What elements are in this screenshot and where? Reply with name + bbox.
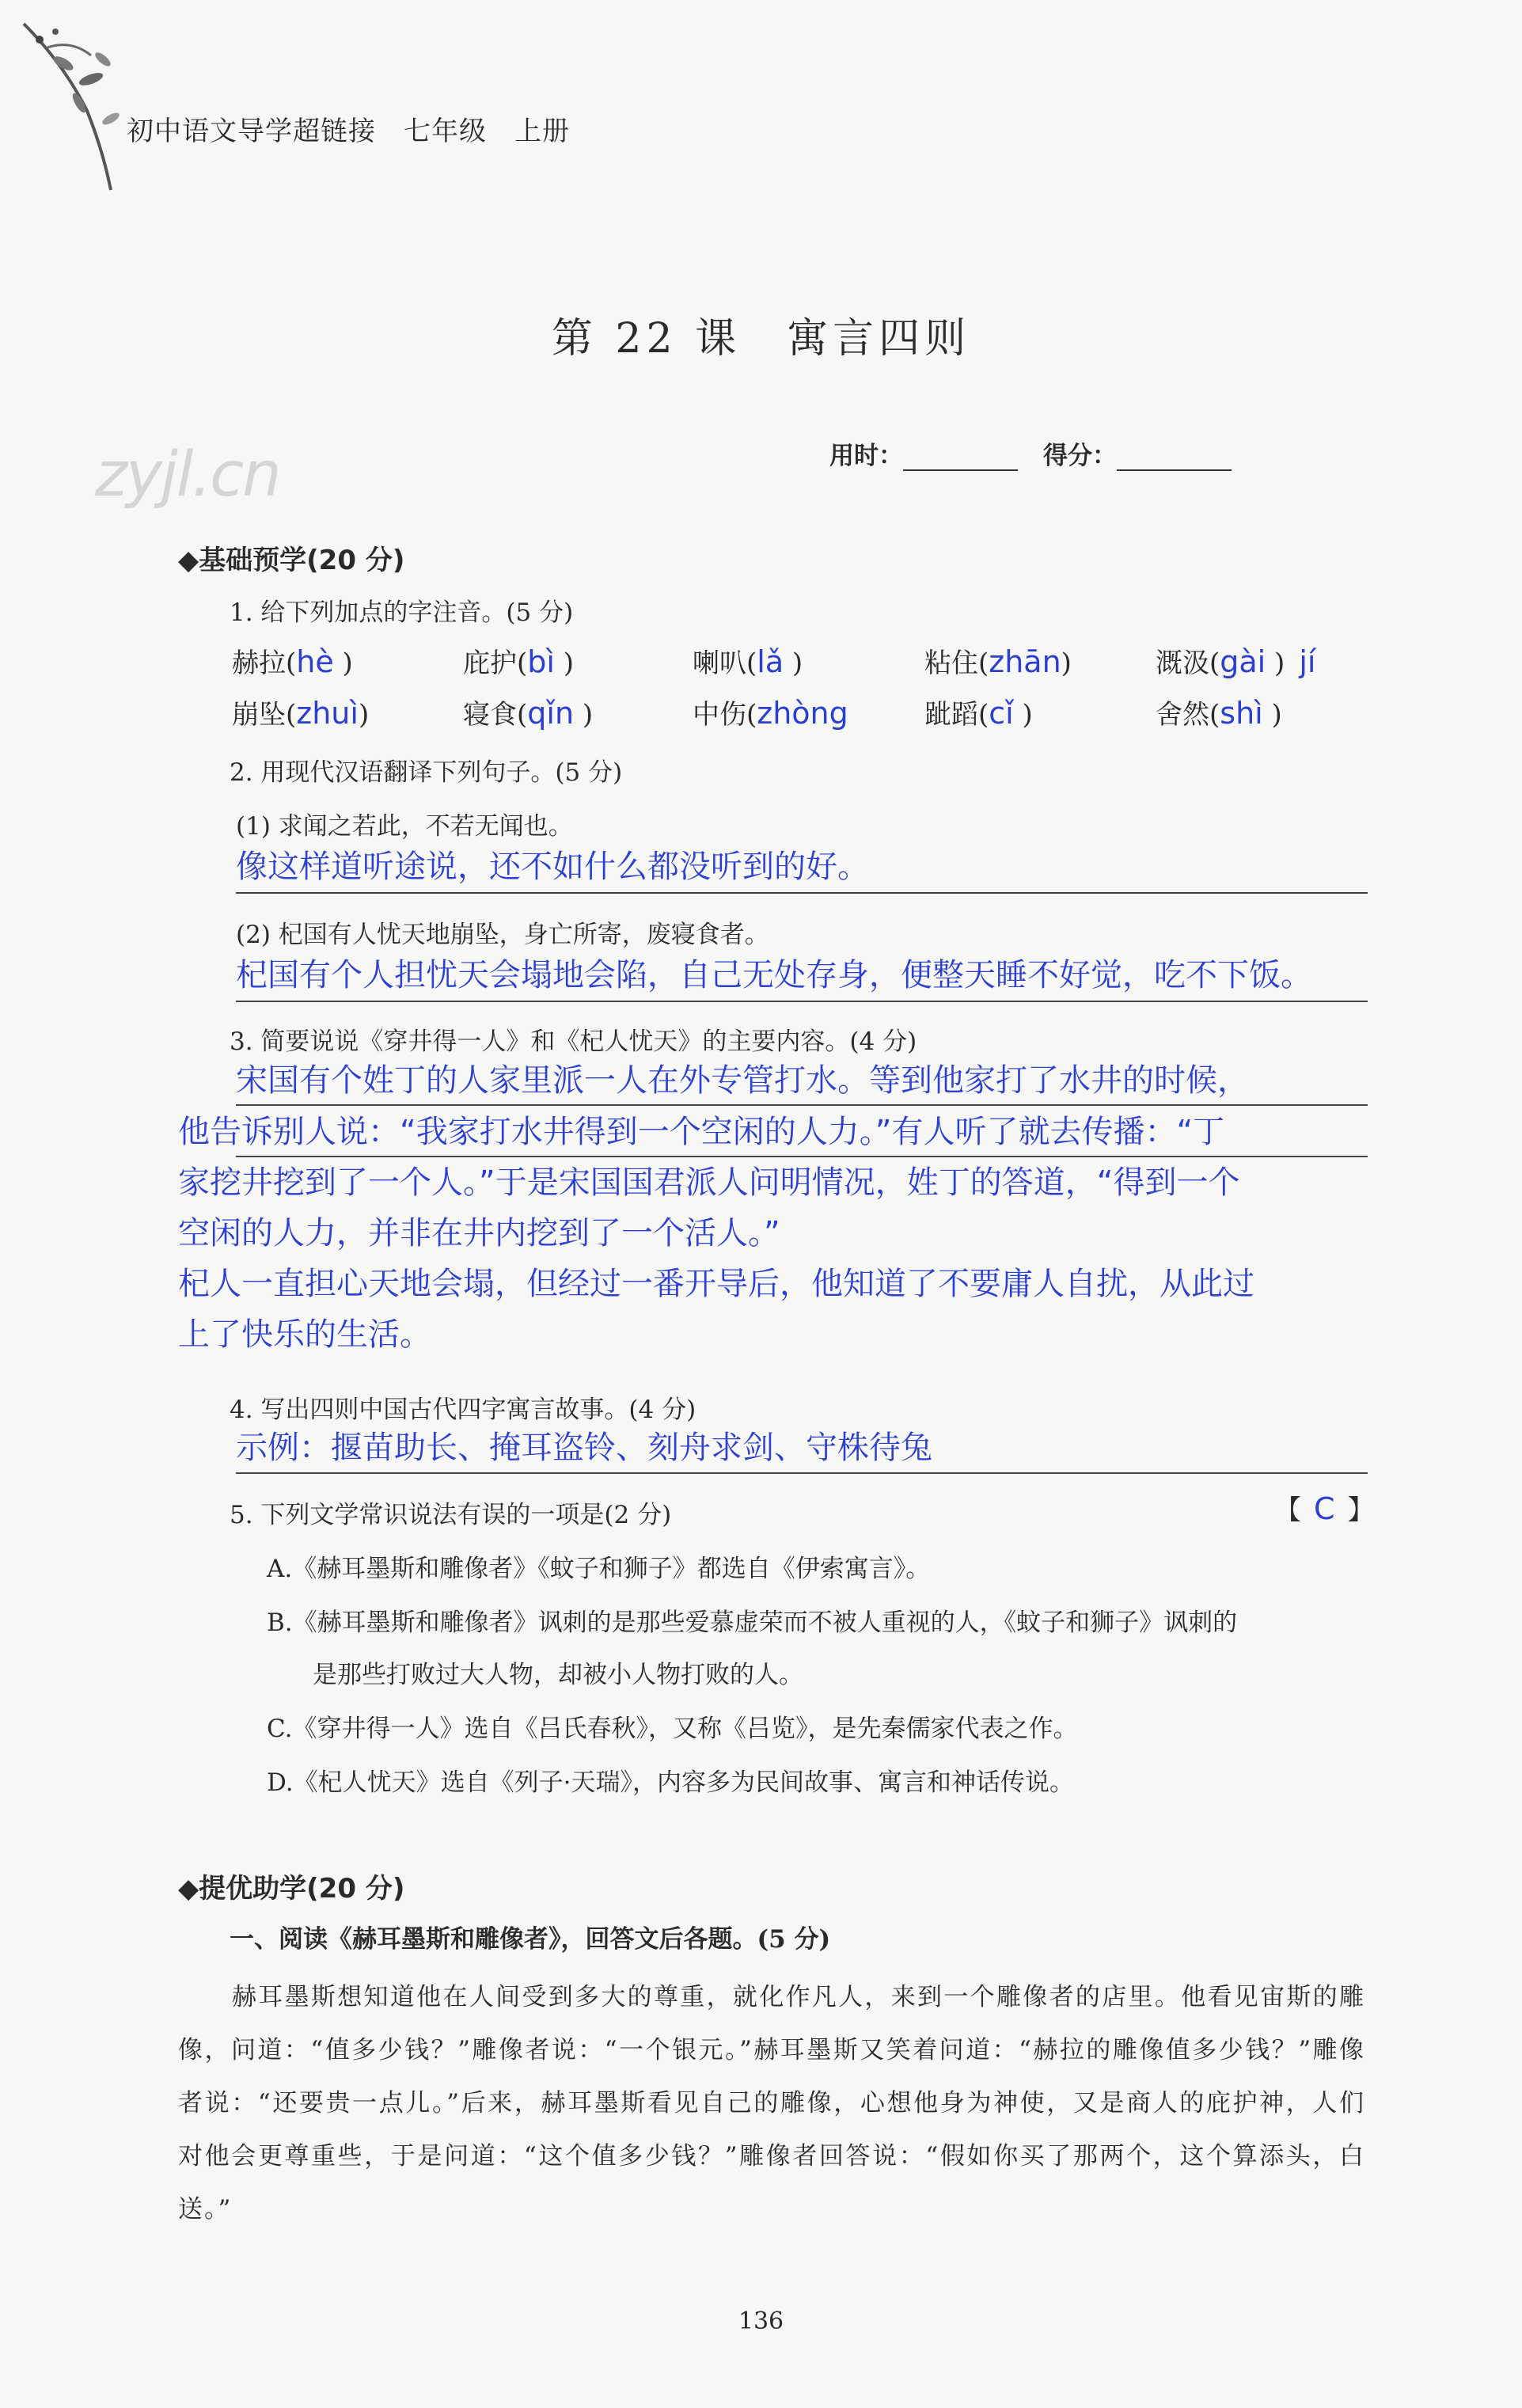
summary-line: 家挖井挖到了一个人。”于是宋国国君派人问明情况，姓丁的答道，“得到一个: [178, 1164, 1240, 1201]
book-header: 初中语文导学超链接 七年级 上册: [127, 116, 570, 147]
translation-2: 杞国有个人担忧天会塌地会陷，自己无处存身，便整天睡不好觉，吃不下饭。: [236, 957, 1312, 993]
option-c: C.《穿井得一人》选自《吕氏春秋》，又称《吕览》，是先秦儒家代表之作。: [267, 1715, 1078, 1743]
summary-line: 空闲的人力，并非在井内挖到了一个活人。”: [178, 1215, 780, 1251]
pinyin-answer: zhòng: [757, 696, 848, 731]
pinyin-item: 庇护(bì ): [463, 644, 575, 679]
sentence-1: (1) 求闻之若此，不若无闻也。: [236, 812, 573, 841]
pinyin-answer: zhuì: [296, 696, 359, 731]
time-field: [829, 435, 1018, 471]
pinyin-item: 赫拉(hè ): [232, 644, 353, 679]
pinyin-item: 舍然(shì ): [1156, 696, 1282, 731]
pinyin-answer-extra: jí: [1299, 644, 1316, 679]
pinyin-answer: cǐ: [989, 696, 1014, 731]
sentence-2: (2) 杞国有人忧天地崩坠，身亡所寄，废寝食者。: [236, 921, 769, 949]
answer-line: [236, 1472, 1368, 1474]
summary-line: 宋国有个姓丁的人家里派一人在外专管打水。等到他家打了水井的时候，: [236, 1062, 1249, 1099]
option-a: A.《赫耳墨斯和雕像者》《蚊子和狮子》都选自《伊索寓言》。: [267, 1555, 931, 1583]
score-label: 得分：: [1043, 442, 1117, 470]
time-blank: [903, 446, 1018, 471]
option-b: B.《赫耳墨斯和雕像者》讽刺的是那些爱慕虚荣而不被人重视的人，《蚊子和狮子》讽刺的: [267, 1608, 1238, 1637]
fable-examples: 示例：揠苗助长、掩耳盗铃、刻舟求剑、守株待兔: [236, 1430, 932, 1466]
answer-line: [236, 1001, 1368, 1002]
question-2-prompt: 2. 用现代汉语翻译下列句子。(5 分): [230, 758, 623, 787]
pinyin-answer: zhān: [989, 644, 1061, 679]
pinyin-answer: bì: [527, 644, 555, 679]
pinyin-answer: lǎ: [757, 644, 784, 679]
passage: 赫耳墨斯想知道他在人间受到多大的尊重，就化作凡人，来到一个雕像者的店里。他看见宙斯的雕像，问道：“值多少钱？”雕像者说：“一个银元。”赫耳墨斯又笑着问道：“赫拉的雕像值多少钱？”雕像者说：“还要贵一点儿。”后来，赫耳墨斯看见自己的雕像，心想他身为神使，又是商人的庇护神，人们对他会更尊重些，于是问道：“这个值多少钱？”雕像者回答说：“假如你买了那两个，这个算添头，白送。”: [178, 1983, 1365, 2224]
watermark: zyjl.cn: [95, 439, 280, 511]
answer-line: [236, 1104, 1368, 1106]
score-field: [1043, 435, 1232, 471]
pinyin-item: 跐蹈(cǐ ): [924, 696, 1033, 731]
question-5-prompt: 5. 下列文学常识说法有误的一项是(2 分): [230, 1501, 672, 1529]
option-b-cont: 是那些打败过大人物，却被小人物打败的人。: [313, 1661, 803, 1689]
answer-bracket: 【 C 】: [1274, 1491, 1375, 1526]
choice-answer: C: [1314, 1491, 1335, 1526]
translation-1: 像这样道听途说，还不如什么都没听到的好。: [236, 849, 869, 885]
section-heading: ◆基础预学(20 分): [178, 545, 405, 576]
summary-line: 杞人一直担心天地会塌，但经过一番开导后，他知道了不要庸人自扰，从此过: [178, 1266, 1254, 1302]
pinyin-item: 寝食(qǐn ): [463, 696, 594, 731]
section-heading: ◆提优助学(20 分): [178, 1873, 405, 1905]
pinyin-item: 粘住(zhān): [924, 644, 1072, 679]
lesson-title: 第 22 课 寓言四则: [551, 315, 971, 363]
pinyin-item: 中伤(zhòng: [693, 696, 848, 731]
pinyin-item: 崩坠(zhuì): [232, 696, 370, 731]
summary-line: 他告诉别人说：“我家打水井得到一个空闲的人力。”有人听了就去传播：“丁: [178, 1114, 1225, 1150]
pinyin-answer: shì: [1220, 696, 1263, 731]
time-label: 用时：: [829, 442, 903, 470]
question-1-prompt: 1. 给下列加点的字注音。(5 分): [230, 598, 574, 627]
pinyin-answer: gài: [1220, 644, 1266, 679]
ink-branch-icon: [16, 16, 135, 198]
score-blank: [1117, 446, 1232, 471]
question-3-prompt: 3. 简要说说《穿井得一人》和《杞人忧天》的主要内容。(4 分): [230, 1027, 917, 1056]
page-number: 136: [738, 2307, 784, 2335]
pinyin-answer: hè: [296, 644, 334, 679]
pinyin-item: 喇叭(lǎ ): [693, 644, 803, 679]
summary-line: 上了快乐的生活。: [178, 1316, 431, 1353]
option-d: D.《杞人忧天》选自《列子·天瑞》，内容多为民间故事、寓言和神话传说。: [267, 1768, 1074, 1797]
question-4-prompt: 4. 写出四则中国古代四字寓言故事。(4 分): [230, 1396, 696, 1424]
pinyin-answer: qǐn: [527, 696, 575, 731]
pinyin-item: 溉汲(gài ) jí: [1156, 644, 1316, 679]
reading-title: 一、阅读《赫耳墨斯和雕像者》，回答文后各题。(5 分): [230, 1925, 831, 1954]
answer-line: [236, 892, 1368, 894]
